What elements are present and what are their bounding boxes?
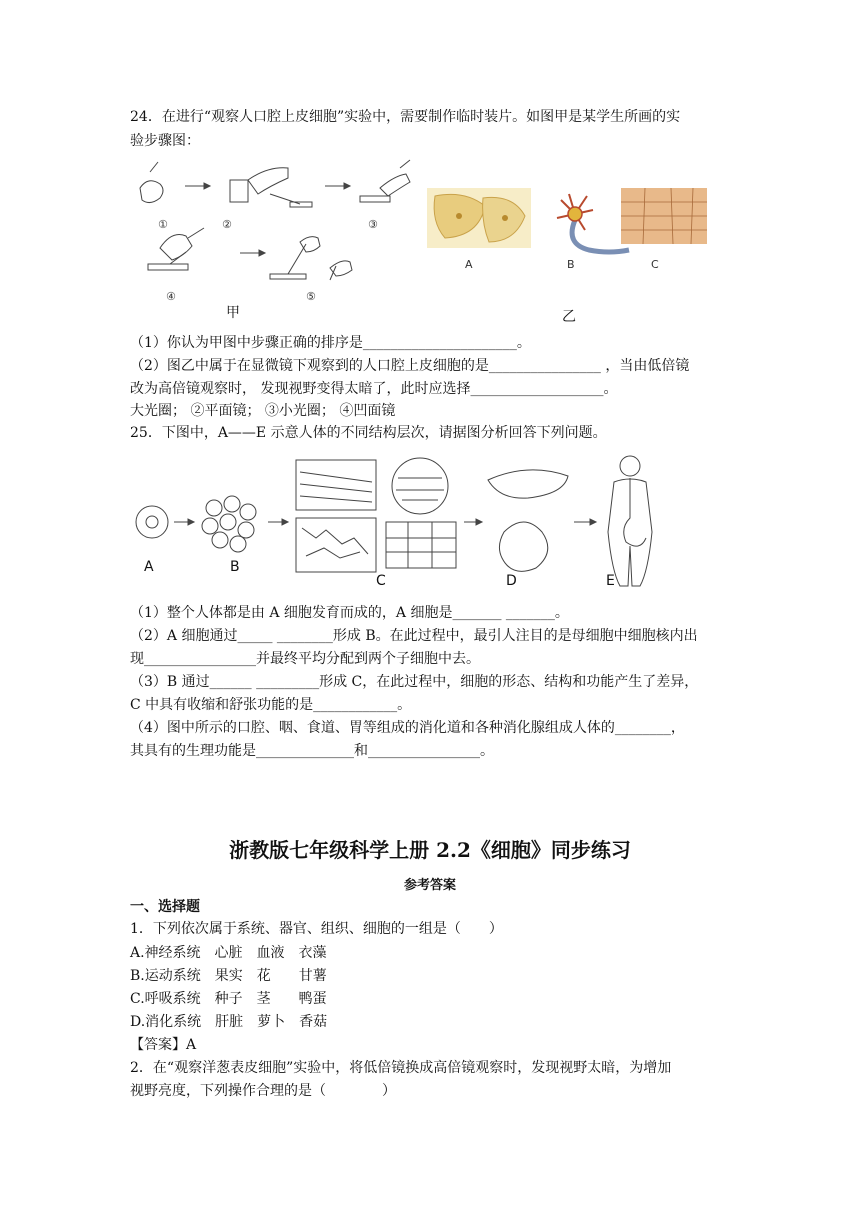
fig-25-label-e: E (606, 573, 615, 589)
a-q2-line1: 2．在“观察洋葱表皮细胞”实验中，将低倍镜换成高倍镜观察时，发现视野太暗，为增加 (130, 1060, 672, 1076)
q25-sub3-line1: （3）B 通过______ _________形成 C，在此过程中，细胞的形态、结构和功能产生了差异， (130, 674, 699, 690)
fig-yi-label-b: B (567, 258, 575, 271)
step-label-4: ④ (166, 290, 176, 303)
q24-sub2-line1: （2）图乙中属于在显微镜下观察到的人口腔上皮细胞的是________________ ，当由低倍镜 (130, 358, 690, 374)
answer-title: 浙教版七年级科学上册 2.2《细胞》同步练习 (229, 838, 631, 862)
q25-sub2-line2: 现________________并最终平均分配到两个子细胞中去。 (130, 651, 480, 667)
section-heading: 一、选择题 (130, 899, 200, 915)
a-q1-answer: 【答案】A (130, 1037, 197, 1053)
step-label-5: ⑤ (306, 290, 316, 303)
q25-stem: 25．下图中，A——E 示意人体的不同结构层次，请据图分析回答下列问题。 (130, 425, 607, 441)
a-q1-option-b: B.运动系统 果实 花 甘薯 (130, 968, 327, 984)
q24-stem-line1: 24．在进行“观察人口腔上皮细胞”实验中，需要制作临时装片。如图甲是某学生所画的实 (130, 109, 681, 125)
q25-sub4-line1: （4）图中所示的口腔、咽、食道、胃等组成的消化道和各种消化腺组成人体的________， (130, 720, 685, 736)
answer-subtitle: 参考答案 (403, 878, 456, 893)
a-q1-stem: 1．下列依次属于系统、器官、组织、细胞的一组是（ ） (130, 921, 503, 937)
a-q1-option-c: C.呼吸系统 种子 茎 鸭蛋 (130, 991, 327, 1007)
q25-sub4-line2: 其具有的生理功能是______________和________________。 (130, 743, 494, 759)
fig-25-label-a: A (144, 559, 154, 575)
cells-illustration (425, 186, 710, 296)
figure-jia-label: 甲 (226, 305, 240, 321)
q24-options: 大光圈； ②平面镜； ③小光圈； ④凹面镜 (130, 403, 396, 419)
fig-yi-label-a: A (465, 258, 473, 271)
fig-25-label-c: C (376, 573, 386, 589)
fig-25-label-d: D (506, 573, 517, 589)
q25-sub2-line1: （2）A 细胞通过_____ ________形成 B。在此过程中，最引人注目的是母细胞中细胞核内出 (130, 628, 698, 644)
step-label-2: ② (222, 218, 232, 231)
a-q1-option-a: A.神经系统 心脏 血液 衣藻 (130, 945, 327, 961)
a-q1-option-d: D.消化系统 肝脏 萝卜 香菇 (130, 1014, 328, 1030)
fig-25-label-b: B (230, 559, 240, 575)
q24-sub2-line2: 改为高倍镜观察时， 发现视野变得太暗了，此时应选择___________________。 (130, 381, 618, 397)
q25-sub3-line2: C 中具有收缩和舒张功能的是____________。 (130, 697, 412, 713)
q25-sub1: （1）整个人体都是由 A 细胞发育而成的，A 细胞是_______ _______。 (130, 605, 569, 621)
step-label-1: ① (158, 218, 168, 231)
a-q2-line2: 视野亮度，下列操作合理的是（ ） (130, 1083, 396, 1099)
q24-sub1: （1）你认为甲图中步骤正确的排序是______________________。 (130, 335, 531, 351)
fig-yi-label-c: C (651, 258, 659, 271)
body-levels-illustration (130, 452, 670, 592)
figure-body-levels (130, 452, 670, 592)
q24-stem-line2: 验步骤图： (130, 133, 200, 149)
figure-yi-label: 乙 (562, 309, 576, 325)
step-label-3: ③ (368, 218, 378, 231)
figure-jia-steps (130, 158, 420, 318)
figure-yi-cells (425, 186, 710, 296)
